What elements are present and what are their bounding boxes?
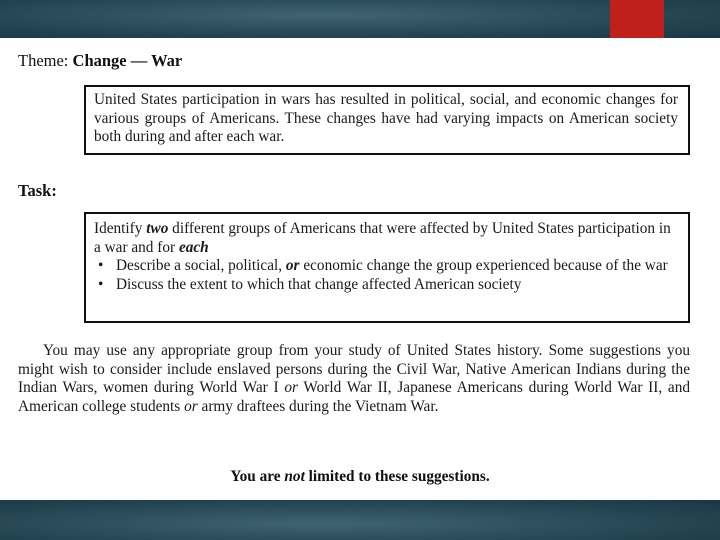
suggestions-text-2: World War II, Japanese Americans during World War II, and American college students bbox=[18, 379, 690, 415]
task-emphasis-each: each bbox=[178, 238, 209, 256]
limit-note-text-1: You are bbox=[230, 468, 285, 485]
theme-label: Theme: bbox=[18, 51, 69, 70]
task-intro-text-2: different groups of Americans that were affected by United States participation in a war and for bbox=[94, 220, 671, 256]
suggestions-or-1: or bbox=[284, 379, 298, 396]
task-intro bbox=[94, 220, 678, 257]
task-bullet-2 bbox=[98, 275, 678, 295]
suggestions-text-1: You may use any appropriate group from your study of United States history. Some suggestions you might wish to consider include enslaved persons during the Civil War, Native American Indians during the Indian Wars, women during World War I bbox=[18, 342, 690, 396]
task-bullet-list bbox=[94, 257, 678, 294]
bullet-icon: • bbox=[98, 275, 104, 293]
task-bullet-1 bbox=[98, 257, 678, 276]
limit-note-text-2: limited to these suggestions. bbox=[304, 468, 490, 485]
theme-title: Change — War bbox=[72, 51, 183, 70]
theme-text: United States participation in wars has resulted in political, social, and economic changes for various groups of Americans. These changes have had varying impacts on American society both during and after each war. bbox=[94, 91, 678, 145]
theme-heading bbox=[18, 51, 182, 71]
bullet-2-text: Discuss the extent to which that change affected American society bbox=[116, 275, 522, 293]
task-intro-text: Identify bbox=[94, 220, 147, 237]
limit-note bbox=[0, 468, 720, 486]
bottom-banner bbox=[0, 500, 720, 540]
suggestions-text-3: army draftees during the Vietnam War. bbox=[197, 397, 439, 415]
bullet-1-text-2: economic change the group experienced because of the war bbox=[299, 257, 668, 274]
suggestions-or-2: or bbox=[184, 397, 198, 415]
bullet-1-or: or bbox=[285, 257, 300, 274]
suggestions-paragraph bbox=[18, 342, 690, 416]
limit-note-not: not bbox=[284, 468, 305, 485]
task-emphasis-two: two bbox=[146, 220, 169, 237]
task-box bbox=[84, 212, 690, 323]
theme-box bbox=[84, 85, 690, 155]
red-accent-block bbox=[610, 0, 664, 38]
bullet-1-text: Describe a social, political, bbox=[116, 257, 286, 274]
slide-content bbox=[0, 38, 720, 500]
bullet-icon: • bbox=[98, 257, 104, 274]
task-heading: Task: bbox=[18, 181, 57, 200]
